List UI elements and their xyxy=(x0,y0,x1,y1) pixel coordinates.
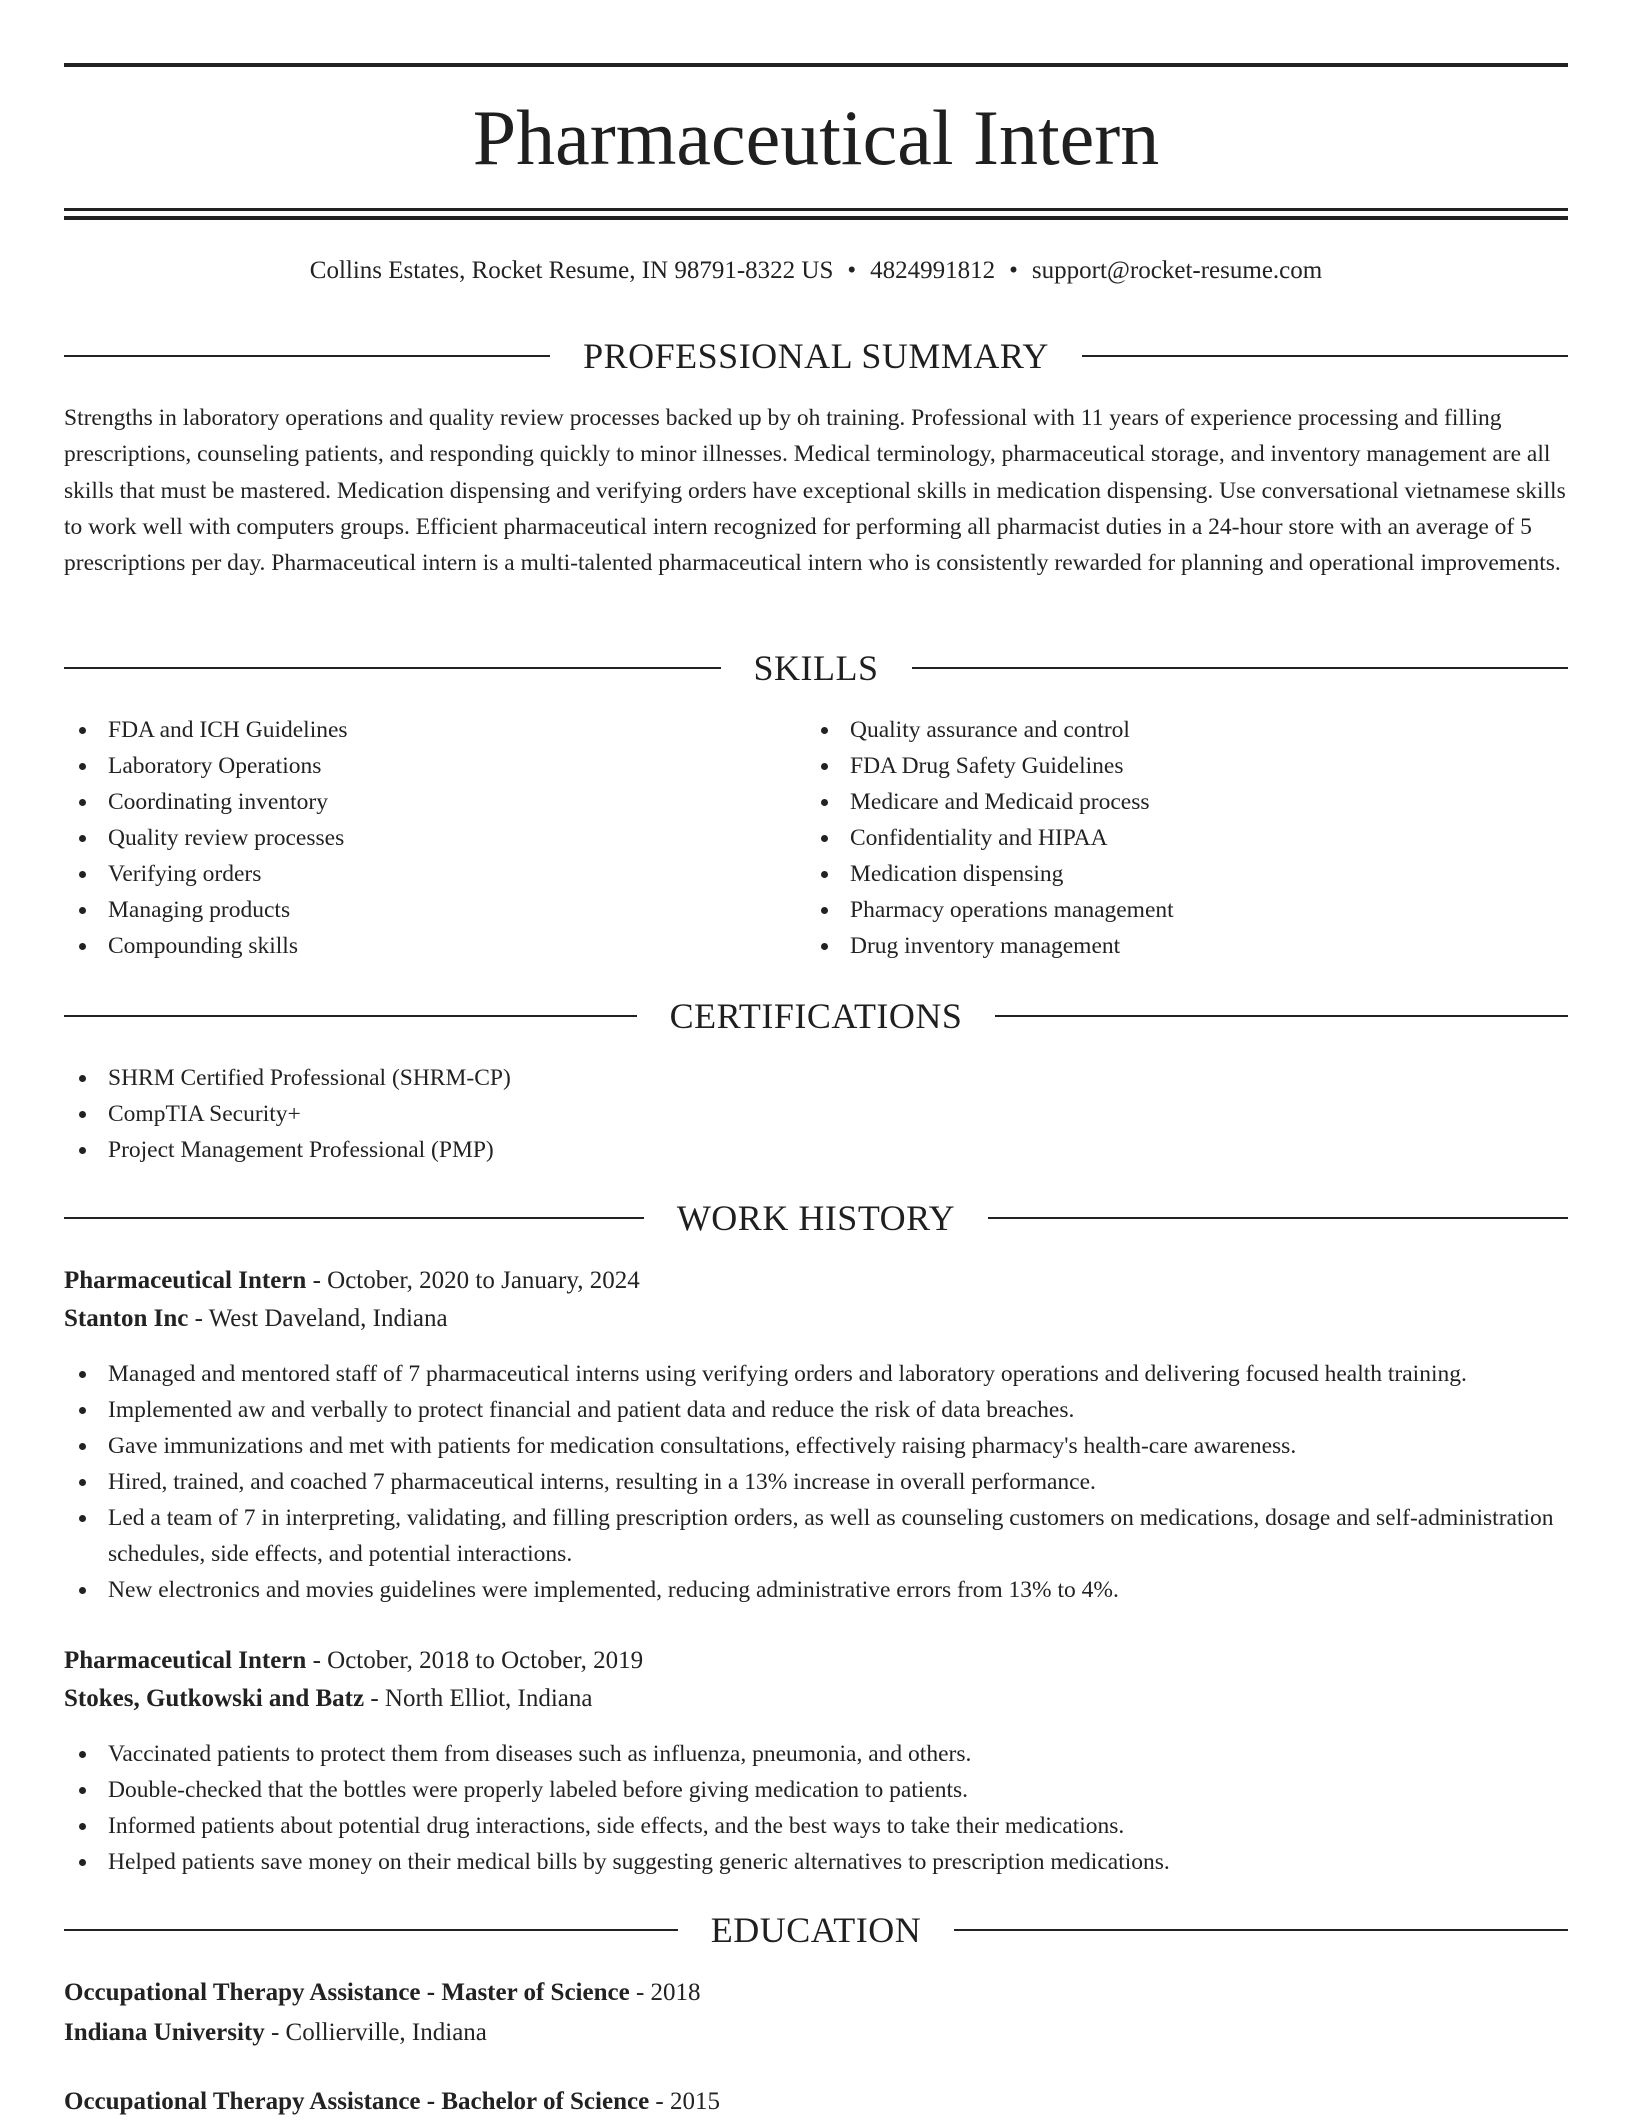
skill-item: FDA Drug Safety Guidelines xyxy=(806,748,1566,784)
skill-item: Pharmacy operations management xyxy=(806,892,1566,928)
contact-email: support@rocket-resume.com xyxy=(1031,257,1323,284)
work-history-heading xyxy=(64,1196,1568,1240)
job-bullet: Led a team of 7 in interpreting, validating, and filling prescription orders, as well as counseling customers on medications, dosage and self-administration schedules, side effects, and potential interactions. xyxy=(64,1500,1568,1572)
job-bullets xyxy=(64,1356,1568,1608)
skill-item: Medicare and Medicaid process xyxy=(806,784,1566,820)
job-location: - North Elliot, Indiana xyxy=(364,1685,593,1712)
heading-rule xyxy=(64,1929,678,1931)
job-bullet: Helped patients save money on their medical bills by suggesting generic alternatives to prescription medications. xyxy=(64,1844,1568,1880)
header-rule-lower xyxy=(64,216,1568,220)
heading-rule xyxy=(988,1217,1568,1219)
skill-item: Coordinating inventory xyxy=(64,784,804,820)
education-location: - Collierville, Indiana xyxy=(264,2019,487,2046)
heading-rule xyxy=(995,1015,1568,1017)
job-title-line xyxy=(64,1642,1568,1680)
certification-item: Project Management Professional (PMP) xyxy=(64,1132,1568,1168)
skill-item: Managing products xyxy=(64,892,804,928)
resume-name: Pharmaceutical Intern xyxy=(472,94,1160,181)
top-rule xyxy=(64,63,1568,67)
education-degree: Occupational Therapy Assistance - Master of Science xyxy=(64,1979,630,2006)
education-school: Indiana University xyxy=(64,2019,265,2046)
education-degree-line xyxy=(64,2083,1568,2121)
heading-rule xyxy=(64,667,721,669)
summary-heading-text: PROFESSIONAL SUMMARY xyxy=(583,336,1049,376)
job-dates: - October, 2018 to October, 2019 xyxy=(306,1647,644,1674)
certifications-heading-text: CERTIFICATIONS xyxy=(669,996,963,1036)
skills-list-left xyxy=(64,712,804,964)
job-bullets xyxy=(64,1736,1568,1880)
heading-rule xyxy=(1082,355,1568,357)
summary-text: Strengths in laboratory operations and quality review processes backed up by oh training. Professional with 11 years of experience processing and filling prescriptions, counseling patients, and responding quickly to minor illnesses. Medical terminology, pharmaceutical storage, and inventory management are all skills that must be mastered. Medication dispensing and verifying orders have exceptional skills in medication dispensing. Use conversational vietnamese skills to work well with computers groups. Efficient pharmaceutical intern recognized for performing all pharmacist duties in a 24-hour store with an average of 5 prescriptions per day. Pharmaceutical intern is a multi-talented pharmaceutical intern who is consistently rewarded for planning and operational improvements. xyxy=(64,405,1566,577)
job-bullet: Informed patients about potential drug interactions, side effects, and the best ways to take their medications. xyxy=(64,1808,1568,1844)
skill-item: FDA and ICH Guidelines xyxy=(64,712,804,748)
header-rule-upper xyxy=(64,208,1568,211)
skill-item: Drug inventory management xyxy=(806,928,1566,964)
job-dates: - October, 2020 to January, 2024 xyxy=(306,1267,640,1294)
skill-item: Quality review processes xyxy=(64,820,804,856)
certification-item: SHRM Certified Professional (SHRM-CP) xyxy=(64,1060,1568,1096)
job-bullet: Managed and mentored staff of 7 pharmaceutical interns using verifying orders and laboratory operations and delivering focused health training. xyxy=(64,1356,1568,1392)
job-company: Stokes, Gutkowski and Batz xyxy=(64,1685,365,1712)
skill-item: Compounding skills xyxy=(64,928,804,964)
contact-address: Collins Estates, Rocket Resume, IN 98791-8322 US xyxy=(309,257,834,284)
summary-heading xyxy=(64,334,1568,378)
job-bullet: Gave immunizations and met with patients for medication consultations, effectively raising pharmacy's health-care awareness. xyxy=(64,1428,1568,1464)
job-bullet: Implemented aw and verbally to protect financial and patient data and reduce the risk of data breaches. xyxy=(64,1392,1568,1428)
job-bullet: Hired, trained, and coached 7 pharmaceutical interns, resulting in a 13% increase in overall performance. xyxy=(64,1464,1568,1500)
skill-item: Confidentiality and HIPAA xyxy=(806,820,1566,856)
heading-rule xyxy=(954,1929,1568,1931)
skill-item: Verifying orders xyxy=(64,856,804,892)
job-company-line xyxy=(64,1680,1568,1718)
job-company-line xyxy=(64,1300,1568,1338)
work-history-heading-text: WORK HISTORY xyxy=(676,1198,956,1238)
certifications-heading xyxy=(64,994,1568,1038)
heading-rule xyxy=(64,355,550,357)
job-bullet: Vaccinated patients to protect them from diseases such as influenza, pneumonia, and others. xyxy=(64,1736,1568,1772)
job-title: Pharmaceutical Intern xyxy=(64,1647,307,1674)
contact-line xyxy=(64,254,1568,288)
certifications-list xyxy=(64,1060,1568,1168)
education-degree: Occupational Therapy Assistance - Bachelor of Science xyxy=(64,2088,650,2115)
job-title-line xyxy=(64,1262,1568,1300)
certification-item: CompTIA Security+ xyxy=(64,1096,1568,1132)
heading-rule xyxy=(64,1217,644,1219)
skills-list-right xyxy=(806,712,1566,964)
education-year: - 2015 xyxy=(649,2088,720,2115)
education-degree-line xyxy=(64,1974,1568,2012)
heading-rule xyxy=(64,1015,637,1017)
contact-phone: 4824991812 xyxy=(870,257,996,284)
contact-separator: • xyxy=(1009,257,1018,284)
skill-item: Quality assurance and control xyxy=(806,712,1566,748)
education-year: - 2018 xyxy=(629,1979,701,2006)
contact-separator: • xyxy=(847,257,857,284)
skill-item: Medication dispensing xyxy=(806,856,1566,892)
skills-heading-text: SKILLS xyxy=(753,648,879,688)
education-heading-text: EDUCATION xyxy=(710,1910,922,1950)
job-bullet: Double-checked that the bottles were properly labeled before giving medication to patients. xyxy=(64,1772,1568,1808)
job-company: Stanton Inc xyxy=(64,1305,189,1332)
education-school-line xyxy=(64,2014,1568,2052)
heading-rule xyxy=(912,667,1569,669)
skills-heading xyxy=(64,646,1568,690)
job-bullet: New electronics and movies guidelines were implemented, reducing administrative errors from 13% to 4%. xyxy=(64,1572,1568,1608)
education-heading xyxy=(64,1908,1568,1952)
job-location: - West Daveland, Indiana xyxy=(188,1305,448,1332)
job-title: Pharmaceutical Intern xyxy=(64,1267,307,1294)
skill-item: Laboratory Operations xyxy=(64,748,804,784)
